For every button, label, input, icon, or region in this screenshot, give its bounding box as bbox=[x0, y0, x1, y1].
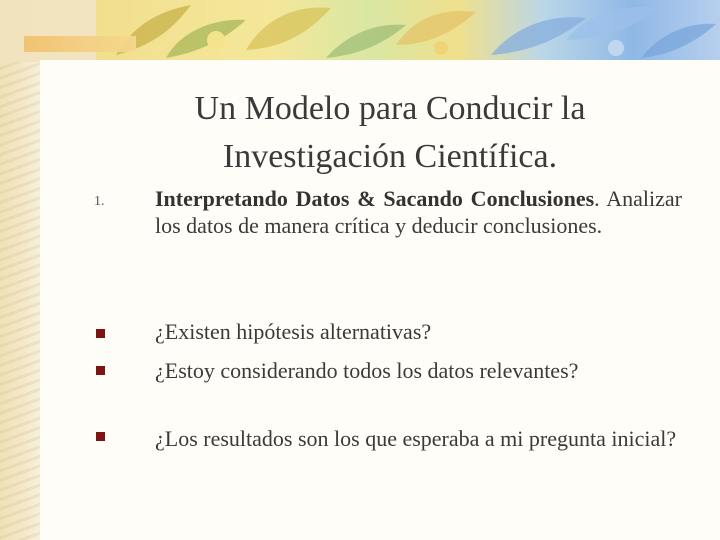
square-bullet-icon bbox=[96, 432, 105, 441]
list-number: 1. bbox=[94, 194, 105, 209]
list-item: ¿Los resultados son los que esperaba a mi pregunta inicial? bbox=[155, 426, 677, 451]
decorative-left-strip bbox=[0, 0, 40, 540]
decorative-leaf-banner bbox=[96, 0, 720, 60]
item-bold-heading: Interpretando Datos & Sacando Conclusiones bbox=[155, 186, 595, 211]
item-text: . Analizar los datos de manera crítica y deducir conclusiones. bbox=[155, 186, 682, 238]
square-bullet-icon bbox=[96, 366, 105, 375]
list-item: ¿Estoy considerando todos los datos relevantes? bbox=[155, 358, 579, 383]
slide-title: Un Modelo para Conducir la Investigación Científica. bbox=[194, 89, 586, 175]
square-bullet-icon bbox=[96, 329, 105, 338]
leaf-pattern-icon bbox=[96, 0, 720, 60]
list-item-numbered bbox=[155, 185, 682, 239]
list-item: ¿Existen hipótesis alternativas? bbox=[155, 319, 432, 344]
decorative-orange-bar bbox=[24, 36, 136, 52]
